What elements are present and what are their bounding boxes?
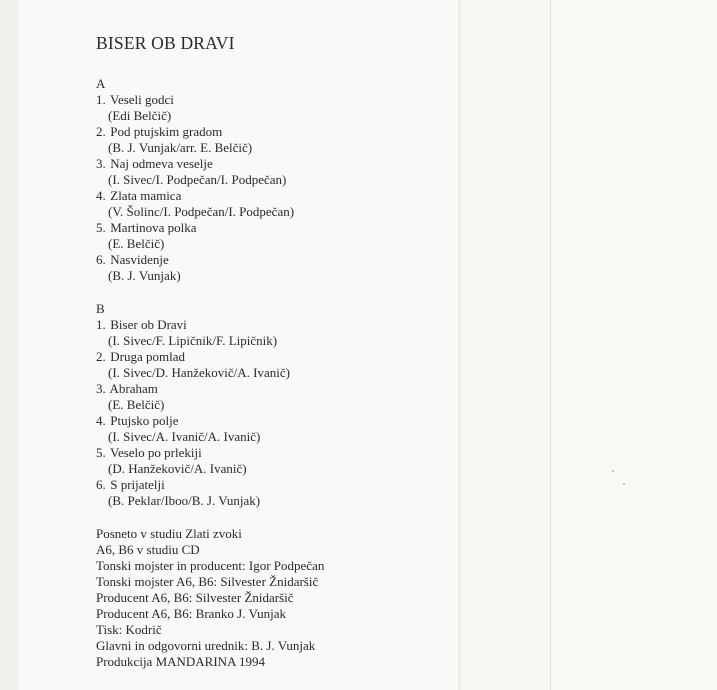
credit-line: Tonski mojster A6, B6: Silvester Žnidaršič bbox=[96, 574, 319, 589]
paper-speck bbox=[623, 483, 625, 485]
track-title: S prijatelji bbox=[110, 477, 165, 492]
credit-line: Producent A6, B6: Branko J. Vunjak bbox=[96, 606, 286, 621]
track-credit: (I. Sivec/D. Hanžekovič/A. Ivanič) bbox=[108, 365, 290, 380]
credit-line: Tonski mojster in producent: Igor Podpečan bbox=[96, 558, 325, 573]
side-b-track-list bbox=[96, 317, 456, 509]
track-item bbox=[96, 252, 456, 284]
track-title: Zlata mamica bbox=[110, 188, 182, 203]
track-item bbox=[96, 124, 456, 156]
track-number: 5. bbox=[96, 445, 106, 460]
track-title: Veselo po prlekiji bbox=[110, 445, 202, 460]
track-item bbox=[96, 445, 456, 477]
credit-line: Produkcija MANDARINA 1994 bbox=[96, 654, 265, 669]
left-edge-shadow bbox=[0, 0, 18, 690]
track-title: Pod ptujskim gradom bbox=[110, 124, 223, 139]
track-number: 5. bbox=[96, 220, 106, 235]
track-number: 2. bbox=[96, 124, 106, 139]
section-gap bbox=[96, 284, 456, 301]
track-item bbox=[96, 413, 456, 445]
side-a-label: A bbox=[96, 76, 106, 91]
track-credit: (E. Belčič) bbox=[108, 397, 165, 412]
track-title: Druga pomlad bbox=[110, 349, 185, 364]
flap-panel bbox=[550, 0, 717, 690]
track-number: 2. bbox=[96, 349, 106, 364]
track-item bbox=[96, 188, 456, 220]
track-credit: (B. Peklar/Iboo/B. J. Vunjak) bbox=[108, 493, 261, 508]
track-credit: (B. J. Vunjak) bbox=[108, 268, 181, 283]
album-title: BISER OB DRAVI bbox=[96, 33, 235, 53]
section-gap bbox=[96, 509, 456, 526]
track-item bbox=[96, 349, 456, 381]
track-title: Ptujsko polje bbox=[110, 413, 179, 428]
track-title: Veseli godci bbox=[110, 92, 174, 107]
track-item bbox=[96, 317, 456, 349]
side-b-label: B bbox=[96, 301, 105, 316]
track-number: 4. bbox=[96, 413, 106, 428]
credit-line: Producent A6, B6: Silvester Žnidaršič bbox=[96, 590, 294, 605]
track-title: Nasvidenje bbox=[110, 252, 169, 267]
track-number: 4. bbox=[96, 188, 106, 203]
credit-line: Tisk: Kodrič bbox=[96, 622, 162, 637]
credit-line: A6, B6 v studiu CD bbox=[96, 542, 200, 557]
track-item bbox=[96, 381, 456, 413]
track-credit: (I. Sivec/I. Podpečan/I. Podpečan) bbox=[108, 172, 287, 187]
production-credits bbox=[96, 526, 456, 670]
tracklist-document bbox=[96, 32, 456, 670]
track-number: 1. bbox=[96, 317, 106, 332]
track-credit: (I. Sivec/A. Ivanič/A. Ivanič) bbox=[108, 429, 261, 444]
track-title: Naj odmeva veselje bbox=[110, 156, 213, 171]
track-item bbox=[96, 220, 456, 252]
spine-panel bbox=[459, 0, 550, 690]
track-number: 6. bbox=[96, 477, 106, 492]
track-credit: (D. Hanžekovič/A. Ivanič) bbox=[108, 461, 247, 476]
paper-speck bbox=[612, 470, 614, 472]
track-item bbox=[96, 477, 456, 509]
track-number: 6. bbox=[96, 252, 106, 267]
track-title: Biser ob Dravi bbox=[110, 317, 187, 332]
track-number: 3. bbox=[96, 381, 106, 396]
track-credit: (Edi Belčič) bbox=[108, 108, 172, 123]
track-title: Abraham bbox=[109, 381, 158, 396]
track-credit: (V. Šolinc/I. Podpečan/I. Podpečan) bbox=[108, 204, 295, 219]
track-number: 1. bbox=[96, 92, 106, 107]
track-item bbox=[96, 156, 456, 188]
track-number: 3. bbox=[96, 156, 106, 171]
credit-line: Posneto v studiu Zlati zvoki bbox=[96, 526, 242, 541]
track-credit: (I. Sivec/F. Lipičnik/F. Lipičnik) bbox=[108, 333, 278, 348]
track-credit: (E. Belčič) bbox=[108, 236, 165, 251]
side-a-track-list bbox=[96, 92, 456, 284]
credit-line: Glavni in odgovorni urednik: B. J. Vunjak bbox=[96, 638, 316, 653]
track-item bbox=[96, 92, 456, 124]
track-title: Martinova polka bbox=[110, 220, 197, 235]
track-credit: (B. J. Vunjak/arr. E. Belčič) bbox=[108, 140, 253, 155]
